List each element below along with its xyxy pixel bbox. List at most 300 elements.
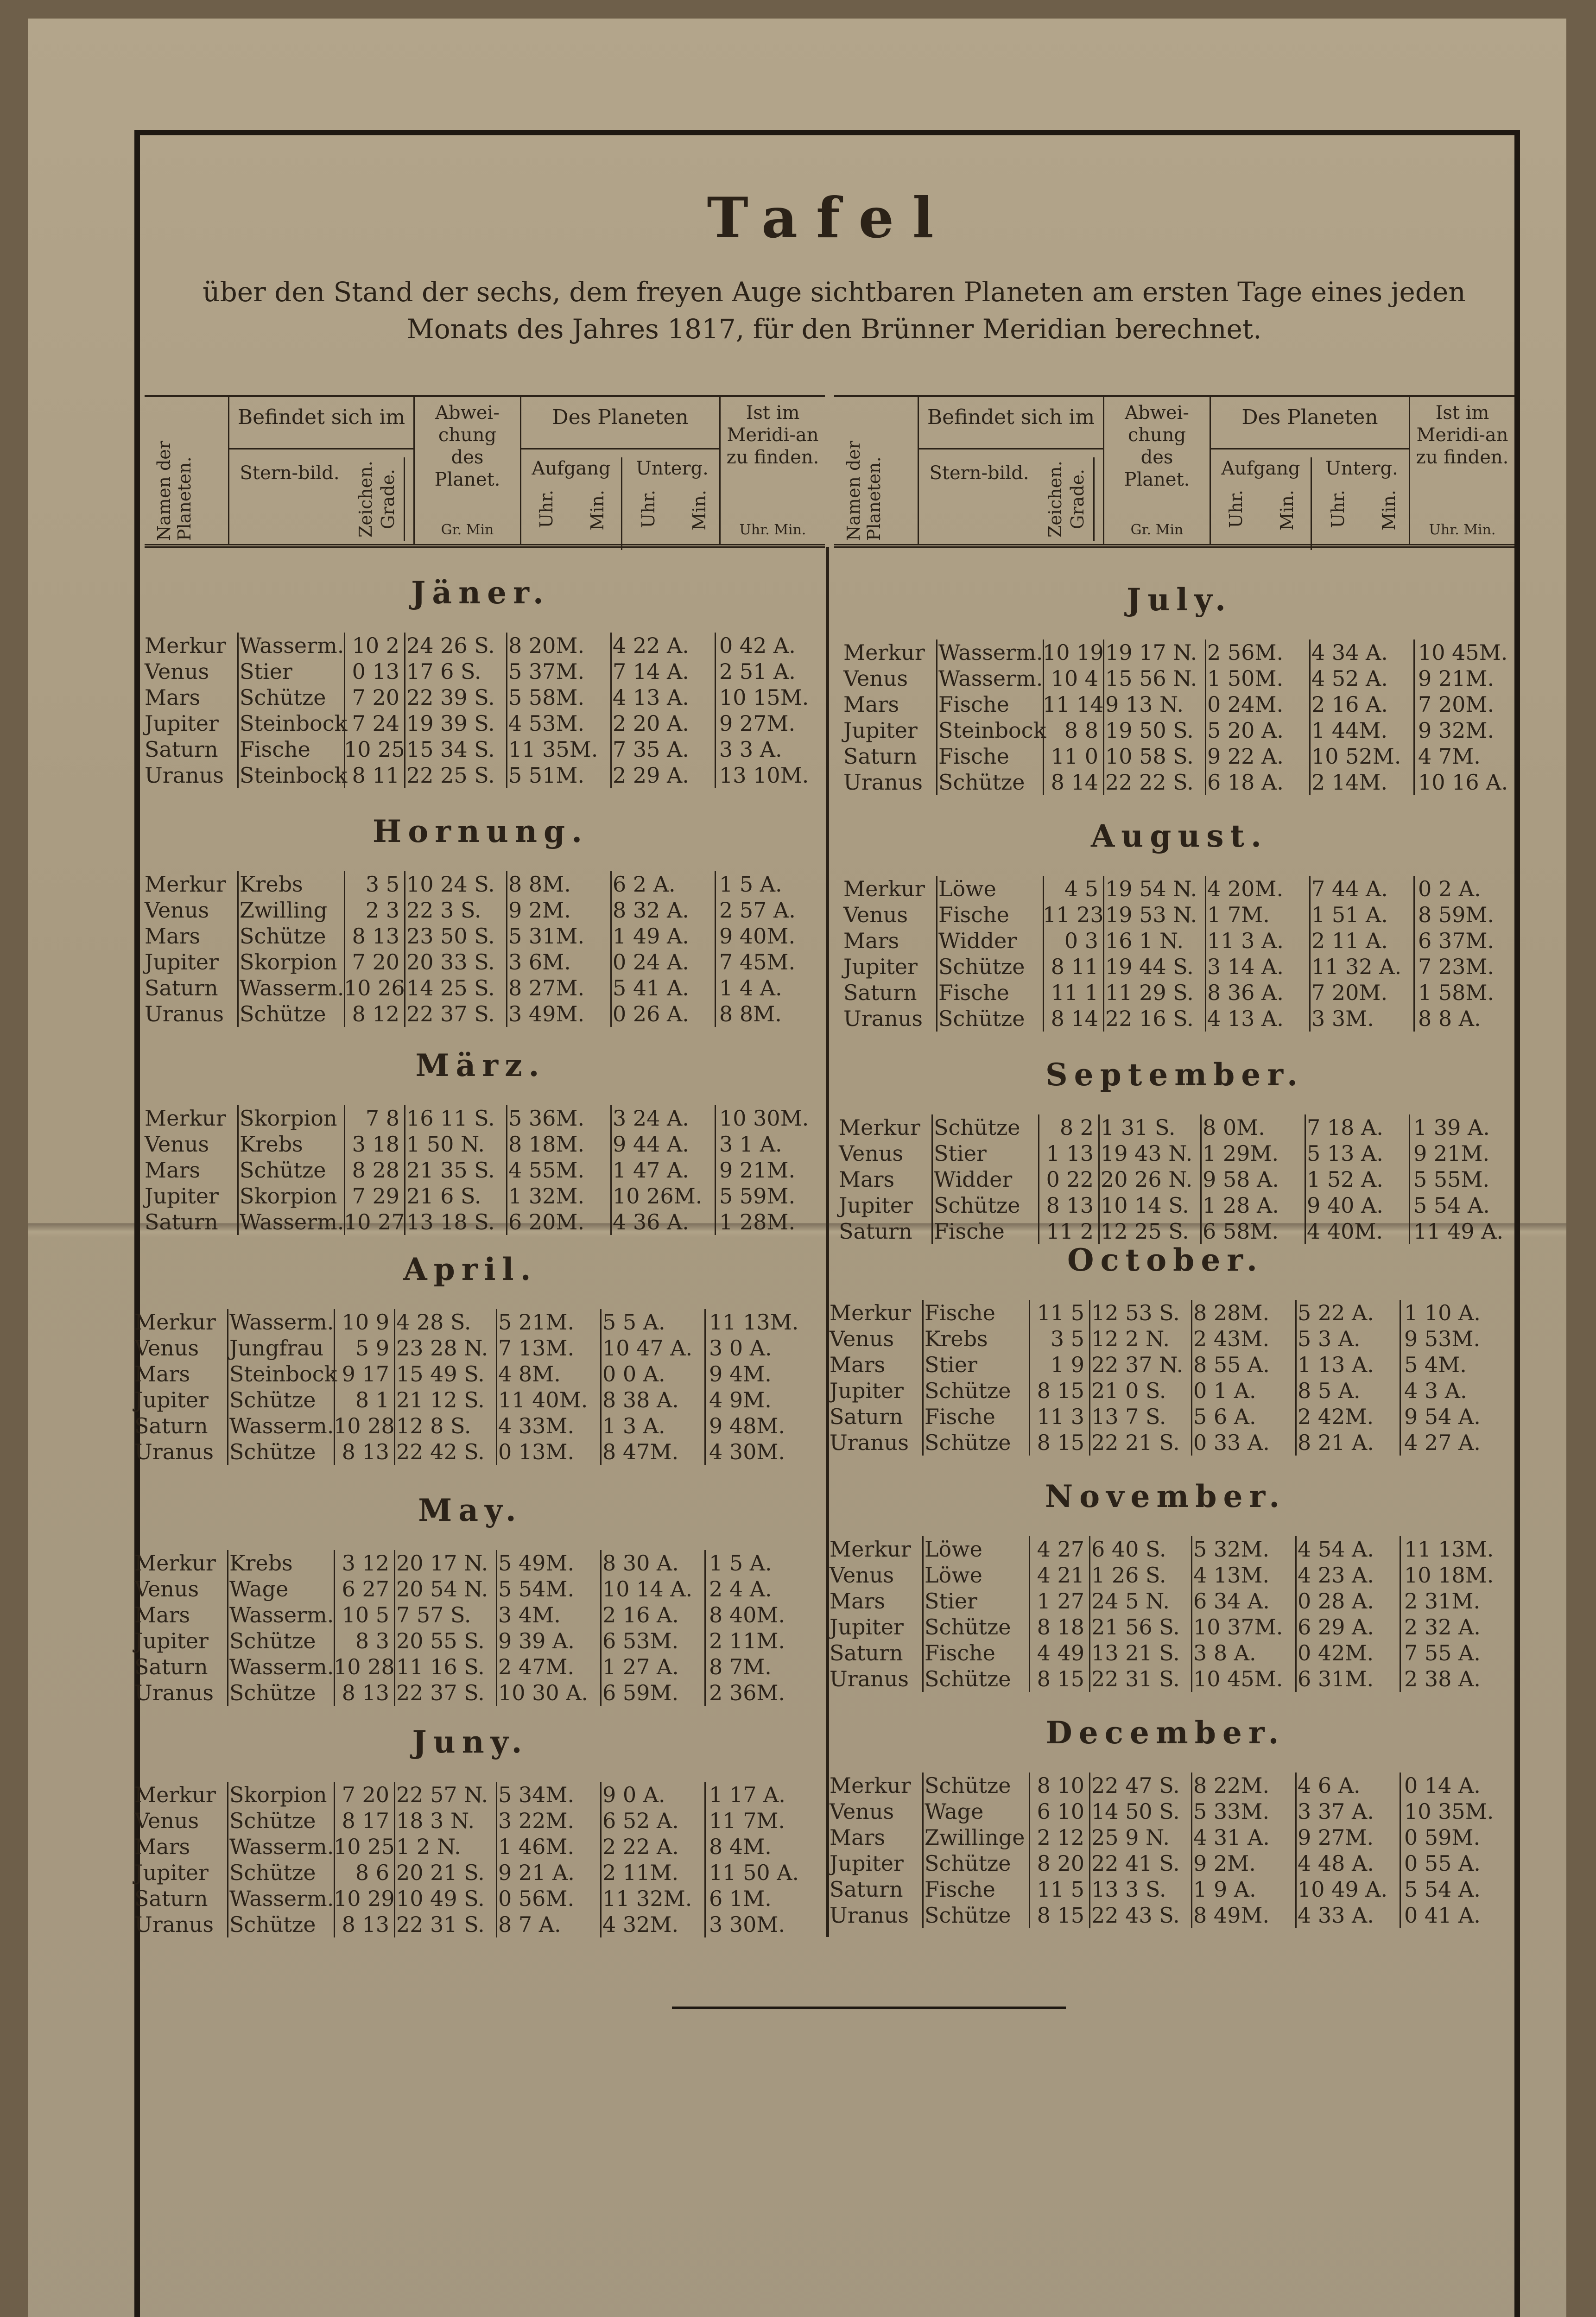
sign-degree: 7 29 <box>352 1184 399 1209</box>
constellation: Schütze <box>229 1628 316 1653</box>
rise-time: 5 21M. <box>498 1310 575 1335</box>
constellation: Löwe <box>925 1537 982 1562</box>
planet-name: Mars <box>839 1167 895 1192</box>
end-rule <box>672 2007 1066 2009</box>
header-befindet-label: Befindet sich im <box>927 405 1095 429</box>
set-time: 1 3 A. <box>602 1413 665 1438</box>
sign-degree: 5 9 <box>355 1336 389 1361</box>
meridian-time: 8 7M. <box>709 1654 772 1679</box>
column-rule <box>922 1300 924 1456</box>
meridian-time: 7 23M. <box>1418 954 1495 979</box>
header-meridian <box>1409 397 1514 544</box>
set-time: 1 27 A. <box>602 1654 679 1679</box>
month-heading: April. <box>403 1251 538 1287</box>
declination: 12 2 N. <box>1091 1326 1170 1351</box>
set-time: 3 37 A. <box>1298 1799 1374 1824</box>
declination: 11 29 S. <box>1105 980 1194 1005</box>
planet-name: Merkur <box>145 872 226 897</box>
declination: 20 33 S. <box>406 950 495 975</box>
set-time: 7 35 A. <box>613 737 689 762</box>
sign-degree: 6 10 <box>1037 1799 1084 1824</box>
column-rule <box>1029 1773 1030 1928</box>
set-time: 1 13 A. <box>1298 1352 1374 1377</box>
rise-time: 4 13M. <box>1193 1563 1270 1588</box>
column-rule <box>227 1309 228 1465</box>
column-rule <box>1309 639 1311 795</box>
constellation: Schütze <box>240 1001 326 1026</box>
header-aufgang: Aufgang <box>532 458 611 479</box>
meridian-time: 9 21M. <box>1413 1141 1490 1166</box>
column-rule <box>496 1782 497 1937</box>
sign-degree: 1 13 <box>1046 1141 1094 1166</box>
planet-name: Mars <box>134 1361 190 1386</box>
sign-degree: 10 2 <box>352 633 399 658</box>
planet-name: Venus <box>843 666 908 691</box>
column-rule <box>344 1105 345 1235</box>
rise-time: 3 6M. <box>508 950 571 975</box>
meridian-time: 9 32M. <box>1418 718 1495 743</box>
declination: 12 25 S. <box>1101 1219 1189 1244</box>
planet-name: Jupiter <box>145 1184 219 1209</box>
planet-name: Uranus <box>830 1903 909 1928</box>
rise-time: 6 58M. <box>1203 1219 1279 1244</box>
month-heading: December. <box>1045 1715 1286 1751</box>
constellation: Krebs <box>240 1132 303 1157</box>
set-time: 2 20 A. <box>613 711 689 736</box>
planet-name: Uranus <box>134 1680 214 1705</box>
declination: 22 37 N. <box>1091 1352 1184 1377</box>
constellation: Steinbock <box>240 763 348 788</box>
header-zeichen: Zeichen. Grade. <box>1044 457 1095 541</box>
header-meridian-unit: Uhr. Min. <box>1429 522 1496 538</box>
declination: 1 2 N. <box>396 1834 461 1859</box>
rise-time: 5 33M. <box>1193 1799 1270 1824</box>
declination: 24 26 S. <box>406 633 495 658</box>
set-time: 7 14 A. <box>613 659 689 684</box>
planet-name: Venus <box>145 898 209 923</box>
declination: 22 39 S. <box>406 685 495 710</box>
rise-time: 1 28 A. <box>1203 1193 1279 1218</box>
planet-name: Uranus <box>843 770 923 795</box>
column-rule <box>1029 1536 1030 1692</box>
planet-name: Jupiter <box>843 718 918 743</box>
set-time: 0 28 A. <box>1298 1589 1374 1614</box>
set-time: 3 24 A. <box>613 1106 689 1131</box>
constellation: Wasserm. <box>240 1209 344 1234</box>
header-sternbild: Stern-bild. <box>240 462 340 484</box>
declination: 1 26 S. <box>1091 1563 1166 1588</box>
column-rule <box>600 1309 602 1465</box>
center-divider <box>826 547 829 1937</box>
declination: 13 21 S. <box>1091 1640 1180 1665</box>
sign-degree: 10 19 <box>1043 640 1104 665</box>
month-heading: October. <box>1067 1242 1264 1278</box>
planet-name: Uranus <box>134 1912 214 1937</box>
declination: 21 56 S. <box>1091 1614 1180 1640</box>
rise-time: 8 8M. <box>508 872 571 897</box>
sign-degree: 4 49 <box>1037 1640 1084 1665</box>
constellation: Schütze <box>240 924 326 949</box>
meridian-time: 0 2 A. <box>1418 876 1481 901</box>
set-time: 2 11M. <box>602 1860 679 1885</box>
planet-name: Mars <box>830 1589 886 1614</box>
rise-time: 8 7 A. <box>498 1912 561 1937</box>
header-unterg: Unterg. <box>1311 457 1412 550</box>
sign-degree: 8 14 <box>1051 1006 1098 1031</box>
month-heading: Jäner. <box>411 575 550 611</box>
rise-time: 2 47M. <box>498 1654 575 1679</box>
declination: 10 58 S. <box>1105 744 1194 769</box>
rise-time: 9 2M. <box>508 898 571 923</box>
constellation: Fische <box>938 692 1009 717</box>
set-time: 11 32M. <box>602 1886 692 1911</box>
rise-time: 8 0M. <box>1203 1115 1265 1140</box>
constellation: Skorpion <box>240 950 337 975</box>
set-time: 8 32 A. <box>613 898 689 923</box>
declination: 20 21 S. <box>396 1860 485 1885</box>
header-unterg: Unterg. <box>621 457 722 550</box>
declination: 21 35 S. <box>406 1158 495 1183</box>
constellation: Schütze <box>925 1614 1011 1640</box>
column-rule <box>922 1536 924 1692</box>
column-rule <box>506 633 507 788</box>
column-rule <box>394 1550 395 1706</box>
planet-name: Merkur <box>145 633 226 658</box>
set-time: 5 41 A. <box>613 975 689 1000</box>
constellation: Stier <box>925 1589 977 1614</box>
constellation: Schütze <box>925 1851 1011 1876</box>
set-time: 4 40M. <box>1307 1219 1383 1244</box>
planet-name: Saturn <box>134 1886 208 1911</box>
planet-name: Saturn <box>134 1413 208 1438</box>
planet-name: Mars <box>145 1158 201 1183</box>
column-rule <box>1295 1300 1297 1456</box>
header-divider <box>521 448 719 449</box>
rise-time: 10 30 A. <box>498 1680 589 1705</box>
declination: 12 53 S. <box>1091 1300 1180 1325</box>
sign-degree: 10 9 <box>342 1310 389 1335</box>
set-time: 2 29 A. <box>613 763 689 788</box>
sign-degree: 8 11 <box>1051 954 1098 979</box>
sign-degree: 11 0 <box>1051 744 1098 769</box>
declination: 20 54 N. <box>396 1576 488 1602</box>
header-min: Min. <box>1277 490 1297 531</box>
column-rule <box>1103 876 1104 1032</box>
rise-time: 9 2M. <box>1193 1851 1256 1876</box>
set-time: 7 20M. <box>1311 980 1388 1005</box>
column-rule <box>704 1782 706 1937</box>
column-rule <box>931 1114 933 1244</box>
sign-degree: 10 5 <box>342 1602 389 1627</box>
constellation: Wasserm. <box>229 1413 334 1438</box>
constellation: Stier <box>925 1352 977 1377</box>
planet-name: Merkur <box>830 1773 911 1798</box>
set-time: 4 52 A. <box>1311 666 1388 691</box>
meridian-time: 7 45M. <box>719 950 796 975</box>
rise-time: 9 21 A. <box>498 1860 575 1885</box>
meridian-time: 2 32 A. <box>1404 1614 1481 1640</box>
constellation: Zwillinge <box>925 1825 1025 1850</box>
column-rule <box>1295 1773 1297 1928</box>
rise-time: 8 20M. <box>508 633 585 658</box>
planet-name: Venus <box>843 902 908 927</box>
rise-time: 1 46M. <box>498 1834 575 1859</box>
constellation: Fische <box>925 1640 995 1665</box>
month-table <box>134 1550 806 1706</box>
sign-degree: 6 27 <box>342 1576 389 1602</box>
planet-name: Venus <box>134 1576 199 1602</box>
meridian-time: 3 1 A. <box>719 1132 782 1157</box>
set-time: 3 3M. <box>1311 1006 1374 1031</box>
planet-name: Venus <box>145 1132 209 1157</box>
column-rule <box>496 1309 497 1465</box>
column-rule <box>334 1309 335 1465</box>
set-time: 10 14 A. <box>602 1576 693 1602</box>
sign-degree: 1 9 <box>1050 1352 1084 1377</box>
meridian-time: 8 4M. <box>709 1834 772 1859</box>
constellation: Fische <box>938 980 1009 1005</box>
meridian-time: 10 35M. <box>1404 1799 1494 1824</box>
meridian-time: 3 30M. <box>709 1912 785 1937</box>
planet-name: Saturn <box>830 1877 903 1902</box>
constellation: Wasserm. <box>229 1310 334 1335</box>
planet-name: Saturn <box>843 980 917 1005</box>
header-abweichung <box>413 397 520 544</box>
sign-degree: 9 17 <box>342 1361 389 1386</box>
constellation: Fische <box>925 1877 995 1902</box>
rise-time: 4 33M. <box>498 1413 575 1438</box>
meridian-time: 1 39 A. <box>1413 1115 1490 1140</box>
set-time: 2 42M. <box>1298 1404 1374 1429</box>
meridian-time: 9 21M. <box>1418 666 1495 691</box>
set-time: 0 24 A. <box>613 950 689 975</box>
meridian-time: 2 4 A. <box>709 1576 772 1602</box>
planet-name: Merkur <box>145 1106 226 1131</box>
column-rule <box>1205 639 1206 795</box>
column-rule <box>600 1550 602 1706</box>
column-rule <box>1191 1536 1192 1692</box>
meridian-time: 8 59M. <box>1418 902 1495 927</box>
meridian-time: 8 40M. <box>709 1602 785 1627</box>
rise-time: 4 20M. <box>1207 876 1284 901</box>
rise-time: 0 56M. <box>498 1886 575 1911</box>
header-divider <box>919 448 1103 449</box>
constellation: Skorpion <box>240 1106 337 1131</box>
planet-name: Jupiter <box>830 1851 904 1876</box>
sign-degree: 10 28 <box>334 1413 395 1438</box>
declination: 14 25 S. <box>406 975 495 1000</box>
set-time: 4 34 A. <box>1311 640 1388 665</box>
planet-name: Jupiter <box>145 950 219 975</box>
column-rule <box>936 876 937 1032</box>
planet-name: Venus <box>134 1808 199 1833</box>
header-planet: Namen der Planeten. <box>843 441 884 541</box>
sign-degree: 3 5 <box>1050 1326 1084 1351</box>
declination: 21 12 S. <box>396 1387 485 1412</box>
rise-time: 11 35M. <box>508 737 598 762</box>
constellation: Stier <box>934 1141 987 1166</box>
column-rule <box>1400 1300 1401 1456</box>
header-des-planeten <box>1210 397 1409 544</box>
sign-degree: 11 3 <box>1037 1404 1084 1429</box>
planet-name: Mars <box>145 924 201 949</box>
meridian-time: 9 48M. <box>709 1413 785 1438</box>
column-header-left <box>145 395 825 548</box>
column-rule <box>610 1105 612 1235</box>
column-rule <box>227 1550 228 1706</box>
meridian-time: 7 20M. <box>1418 692 1495 717</box>
declination: 24 5 N. <box>1091 1589 1170 1614</box>
rise-time: 6 18 A. <box>1207 770 1284 795</box>
planet-name: Merkur <box>134 1782 216 1807</box>
column-header-right <box>834 395 1514 548</box>
rise-time: 5 32M. <box>1193 1537 1270 1562</box>
rise-time: 5 49M. <box>498 1551 575 1576</box>
set-time: 4 22 A. <box>613 633 689 658</box>
sign-degree: 2 12 <box>1037 1825 1084 1850</box>
planet-name: Venus <box>830 1799 894 1824</box>
set-time: 1 52 A. <box>1307 1167 1383 1192</box>
constellation: Fische <box>240 737 310 762</box>
constellation: Schütze <box>925 1773 1011 1798</box>
header-abweichung-unit: Gr. Min <box>441 522 494 538</box>
rise-time: 0 33 A. <box>1193 1430 1270 1455</box>
sign-degree: 7 20 <box>342 1782 389 1807</box>
meridian-time: 2 36M. <box>709 1680 785 1705</box>
set-time: 11 32 A. <box>1311 954 1402 979</box>
column-rule <box>1098 1114 1100 1244</box>
meridian-time: 11 7M. <box>709 1808 785 1833</box>
planet-name: Uranus <box>145 763 224 788</box>
constellation: Widder <box>934 1167 1013 1192</box>
planet-name: Jupiter <box>134 1860 209 1885</box>
rise-time: 2 56M. <box>1207 640 1284 665</box>
planet-name: Merkur <box>830 1537 911 1562</box>
constellation: Skorpion <box>229 1782 327 1807</box>
sign-degree: 7 20 <box>352 950 399 975</box>
sign-degree: 11 2 <box>1046 1219 1094 1244</box>
planet-name: Mars <box>145 685 201 710</box>
planet-name: Mars <box>830 1825 886 1850</box>
planet-name: Mars <box>843 692 899 717</box>
sign-degree: 10 25 <box>334 1834 395 1859</box>
column-rule <box>1409 1114 1410 1244</box>
column-rule <box>237 1105 239 1235</box>
constellation: Steinbock <box>240 711 348 736</box>
declination: 25 9 N. <box>1091 1825 1170 1850</box>
meridian-time: 2 51 A. <box>719 659 796 684</box>
rise-time: 8 18M. <box>508 1132 585 1157</box>
constellation: Schütze <box>925 1903 1011 1928</box>
rise-time: 5 51M. <box>508 763 585 788</box>
constellation: Schütze <box>925 1378 1011 1403</box>
planet-name: Saturn <box>145 1209 218 1234</box>
meridian-time: 4 30M. <box>709 1439 785 1464</box>
constellation: Schütze <box>938 770 1025 795</box>
column-rule <box>394 1309 395 1465</box>
constellation: Schütze <box>229 1912 316 1937</box>
meridian-time: 9 21M. <box>719 1158 796 1183</box>
declination: 18 3 N. <box>396 1808 475 1833</box>
sign-degree: 3 12 <box>342 1551 389 1576</box>
meridian-time: 1 5 A. <box>719 872 782 897</box>
month-table <box>839 1114 1511 1244</box>
planet-name: Uranus <box>145 1001 224 1026</box>
meridian-time: 9 27M. <box>719 711 796 736</box>
declination: 22 25 S. <box>406 763 495 788</box>
declination: 19 43 N. <box>1101 1141 1193 1166</box>
set-time: 2 16 A. <box>1311 692 1388 717</box>
declination: 22 57 N. <box>396 1782 488 1807</box>
constellation: Stier <box>240 659 292 684</box>
set-time: 9 44 A. <box>613 1132 689 1157</box>
set-time: 4 54 A. <box>1298 1537 1374 1562</box>
declination: 10 49 S. <box>396 1886 485 1911</box>
planet-name: Mars <box>843 928 899 953</box>
column-rule <box>1309 876 1311 1032</box>
declination: 10 24 S. <box>406 872 495 897</box>
sign-degree: 8 13 <box>342 1439 389 1464</box>
constellation: Wasserm. <box>938 666 1043 691</box>
constellation: Schütze <box>925 1430 1011 1455</box>
constellation: Wasserm. <box>229 1602 334 1627</box>
declination: 7 57 S. <box>396 1602 471 1627</box>
sign-degree: 1 27 <box>1037 1589 1084 1614</box>
planet-name: Merkur <box>843 876 925 901</box>
meridian-time: 3 0 A. <box>709 1336 772 1361</box>
set-time: 2 11 A. <box>1311 928 1388 953</box>
set-time: 4 36 A. <box>613 1209 689 1234</box>
constellation: Wasserm. <box>229 1834 334 1859</box>
meridian-time: 0 55 A. <box>1404 1851 1481 1876</box>
rise-time: 1 9 A. <box>1193 1877 1256 1902</box>
sign-degree: 8 15 <box>1037 1430 1084 1455</box>
column-rule <box>610 633 612 788</box>
rise-time: 6 20M. <box>508 1209 585 1234</box>
column-rule <box>936 639 937 795</box>
meridian-time: 5 54 A. <box>1413 1193 1490 1218</box>
meridian-time: 1 58M. <box>1418 980 1495 1005</box>
month-table <box>134 1309 806 1465</box>
declination: 22 21 S. <box>1091 1430 1180 1455</box>
planet-name: Merkur <box>134 1310 216 1335</box>
sign-degree: 8 13 <box>352 924 399 949</box>
meridian-time: 3 3 A. <box>719 737 782 762</box>
declination: 22 37 S. <box>406 1001 495 1026</box>
header-meridian-unit: Uhr. Min. <box>739 522 806 538</box>
planet-name: Merkur <box>830 1300 911 1325</box>
constellation: Schütze <box>925 1666 1011 1691</box>
planet-name: Jupiter <box>839 1193 913 1218</box>
constellation: Zwilling <box>240 898 328 923</box>
planet-name: Uranus <box>843 1006 923 1031</box>
sign-degree: 8 13 <box>1046 1193 1094 1218</box>
declination: 22 42 S. <box>396 1439 485 1464</box>
column-rule <box>1043 876 1044 1032</box>
constellation: Widder <box>938 928 1017 953</box>
sign-degree: 3 5 <box>365 872 399 897</box>
rise-time: 4 8M. <box>498 1361 561 1386</box>
constellation: Schütze <box>240 685 326 710</box>
planet-name: Venus <box>839 1141 904 1166</box>
sign-degree: 11 5 <box>1037 1300 1084 1325</box>
declination: 22 22 S. <box>1105 770 1194 795</box>
set-time: 10 49 A. <box>1298 1877 1388 1902</box>
planet-name: Uranus <box>134 1439 214 1464</box>
column-rule <box>1413 876 1415 1032</box>
set-time: 7 44 A. <box>1311 876 1388 901</box>
set-time: 4 33 A. <box>1298 1903 1374 1928</box>
